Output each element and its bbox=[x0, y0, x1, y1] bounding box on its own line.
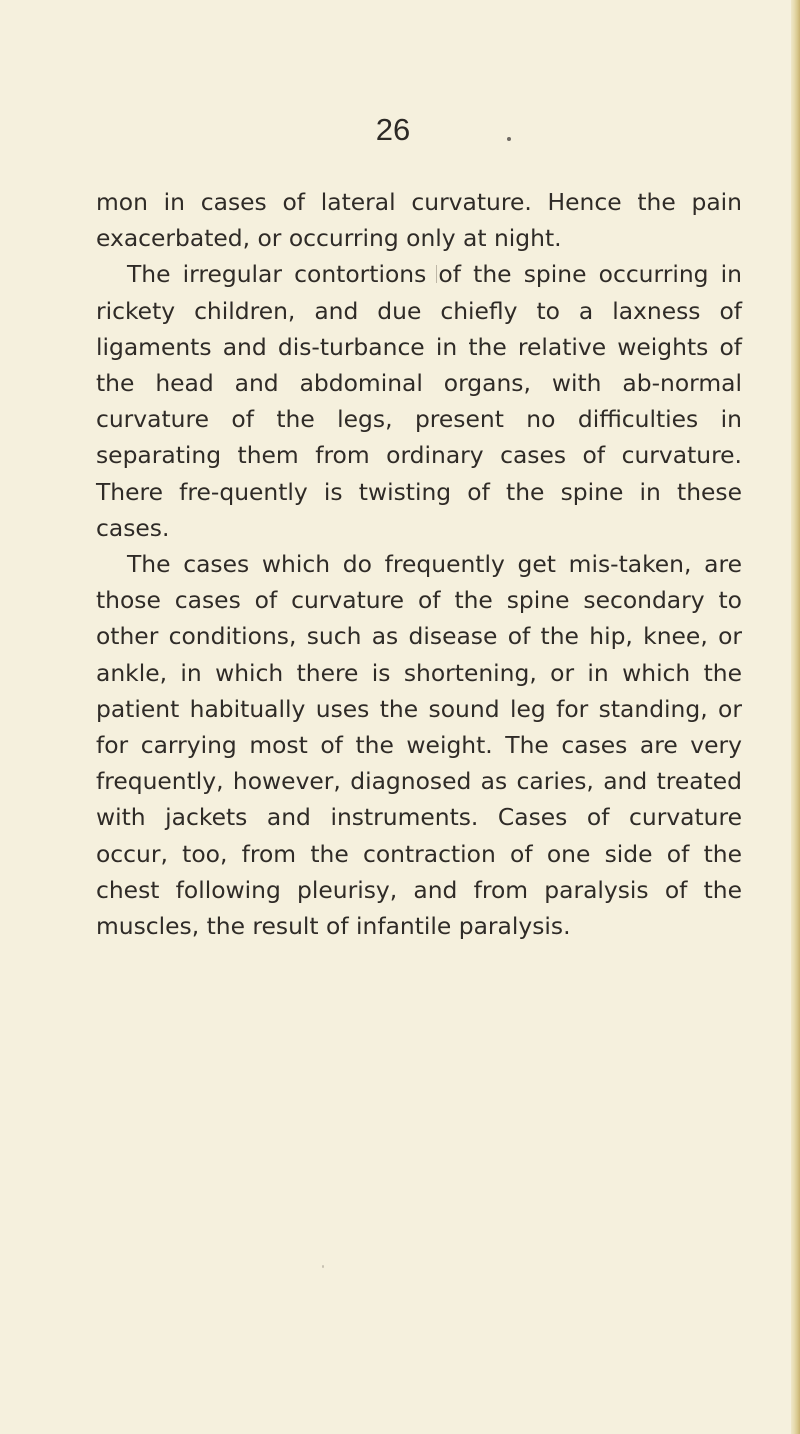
page-edge bbox=[791, 0, 800, 1434]
paragraph: The cases which do frequently get mis-taken, are those cases of curvature of the spine secondary to other conditions, such as disease of the hip, knee, or ankle, in which there is shortening, or in which the patient habitually uses the sound leg for standing, or for carrying most of the weight. The cases are very frequently, however, diagnosed as caries, and treated with jackets and instruments. Cases of curvature occur, too, from the contraction of one side of the chest following pleurisy, and from paralysis of the muscles, the result of infantile paralysis. bbox=[96, 550, 742, 941]
paragraph: mon in cases of lateral curvature. Hence the pain exacerbated, or occurring only at night. bbox=[96, 188, 742, 253]
page-number: 26 bbox=[375, 112, 411, 147]
print-speck bbox=[507, 137, 511, 141]
paragraph: The irregular contortions of the spine occurring in rickety children, and due chiefly to a laxness of ligaments and dis-turbance in the relative weights of the head and abdominal organs, with ab-normal curvature of the legs, present no difficulties in separating them from ordinary cases of curvature. There fre-quently is twisting of the spine in these cases. bbox=[96, 260, 742, 542]
body-text bbox=[96, 184, 742, 944]
paper-speck bbox=[322, 1265, 324, 1268]
